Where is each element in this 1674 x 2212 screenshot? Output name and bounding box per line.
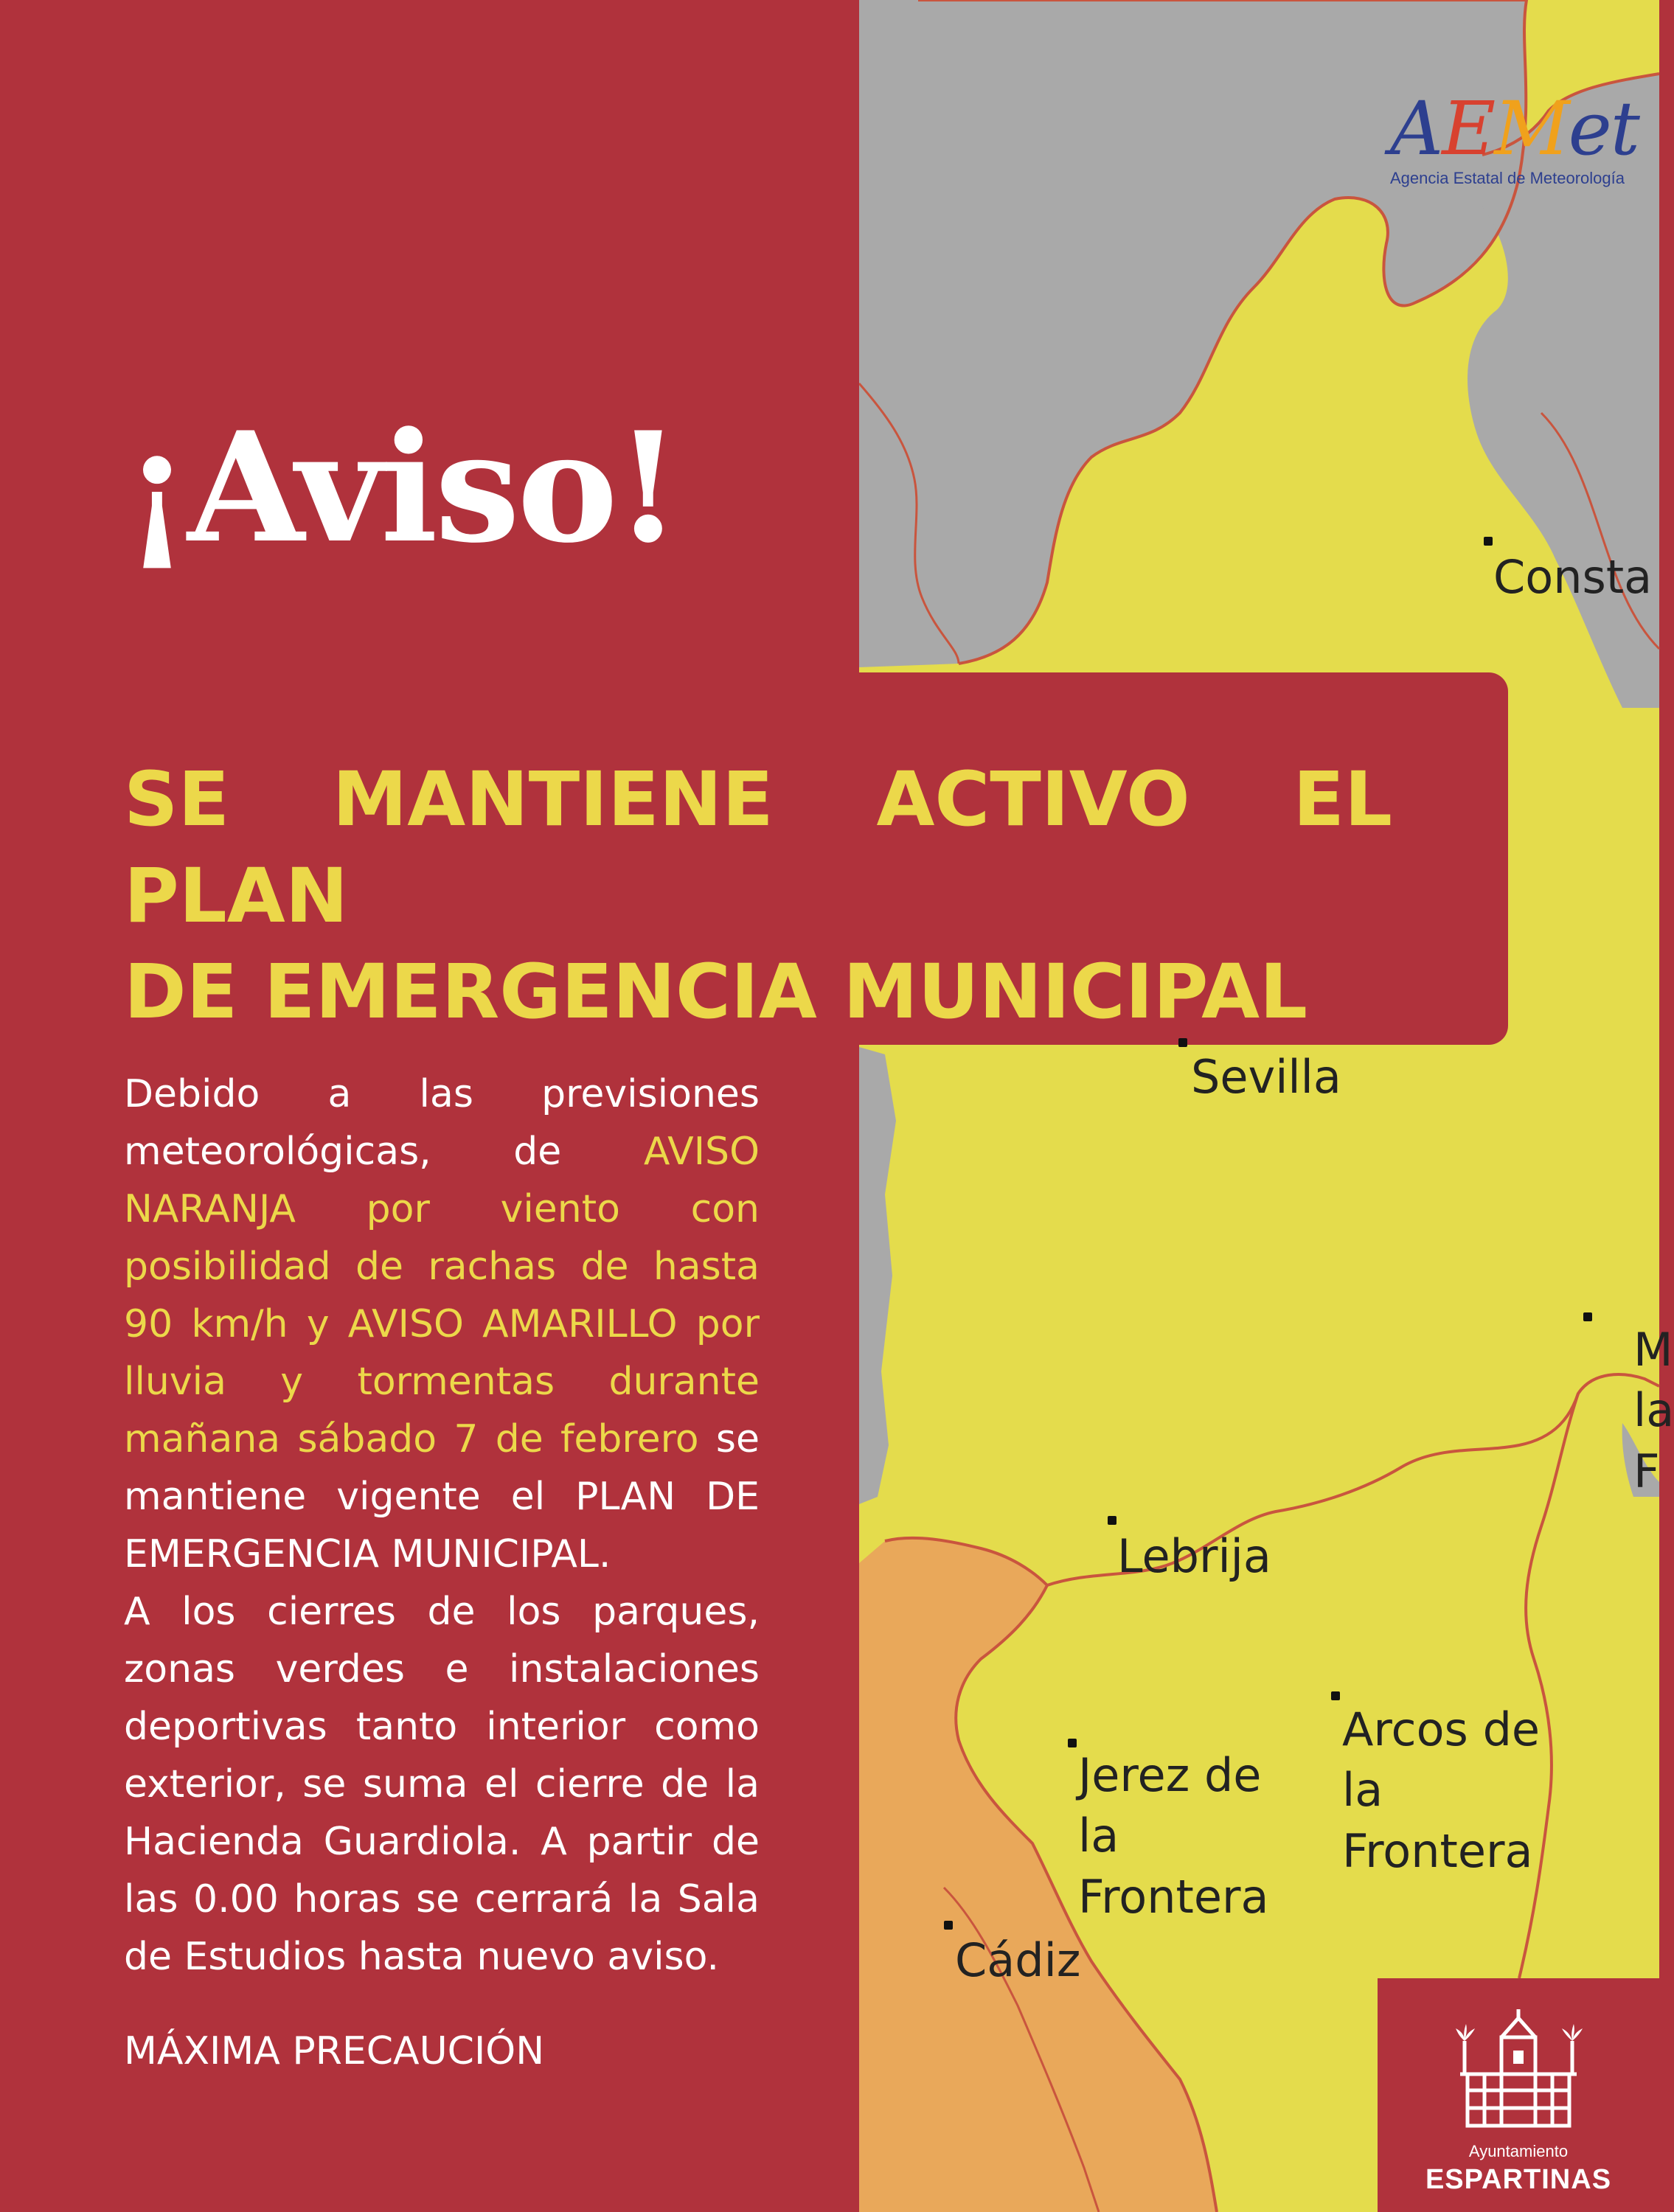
map-dot-cadiz [944, 1921, 953, 1930]
notice-intro: Debido a las previsiones meteorológicas, de [124, 1072, 760, 1174]
map-label-constantina: Consta [1493, 550, 1653, 604]
map-dot-constantina [1484, 537, 1493, 546]
espartinas-logo [1378, 1978, 1659, 2212]
aemet-logo-wordmark: AEMet [1390, 86, 1639, 172]
map-label-sevilla: Sevilla [1191, 1050, 1341, 1104]
map-label-arcos: Arcos de la Frontera [1342, 1703, 1541, 1878]
town-hall-icon [1459, 2008, 1578, 2133]
aemet-agency-name: Agencia Estatal de Meteorología [1390, 169, 1625, 187]
notice-paragraph-1 [124, 1065, 760, 1583]
logo-caption-ayuntamiento: Ayuntamiento [1468, 2142, 1569, 2160]
closing-warning: MÁXIMA PRECAUCIÓN [124, 2029, 545, 2073]
notice-paragraph-2: A los cierres de los parques, zonas verdes e instalaciones deportivas tanto interior como exterior, se suma el cierre de la Hacienda Guardiola. A partir de las 0.00 horas se cerrará la Sala de Estudios hasta nuevo aviso. [124, 1590, 760, 1979]
map-label-lebrija: Lebrija [1117, 1529, 1271, 1583]
map-dot-lebrija [1108, 1516, 1116, 1525]
map-dot-jerez [1068, 1739, 1077, 1747]
map-dot-edge [1583, 1312, 1592, 1321]
logo-caption-espartinas: ESPARTINAS [1425, 2164, 1612, 2195]
notice-plan-statement: se mantiene vigente el PLAN DE EMERGENCIA MUNICIPAL. [124, 1417, 760, 1576]
map-dot-arcos [1331, 1691, 1340, 1700]
subtitle-line-1: SE MANTIENE ACTIVO EL PLAN [124, 756, 1392, 940]
map-label-jerez: Jerez de la Frontera [1078, 1748, 1269, 1924]
map-label-cadiz: Cádiz [955, 1933, 1081, 1987]
poster-title: ¡Aviso! [124, 400, 678, 577]
notice-body [124, 1065, 760, 1986]
subtitle-line-2: DE EMERGENCIA MUNICIPAL [124, 948, 1308, 1037]
aemet-logo [1390, 86, 1639, 203]
warning-highlight: AVISO NARANJA por viento con posibilidad de rachas de hasta 90 km/h y AVISO AMARILLO por lluvia y tormentas durante mañana sábado 7 de febrero [124, 1130, 760, 1461]
map-label-edge: M la F [1633, 1323, 1674, 1498]
poster-subtitle [124, 752, 1392, 1041]
